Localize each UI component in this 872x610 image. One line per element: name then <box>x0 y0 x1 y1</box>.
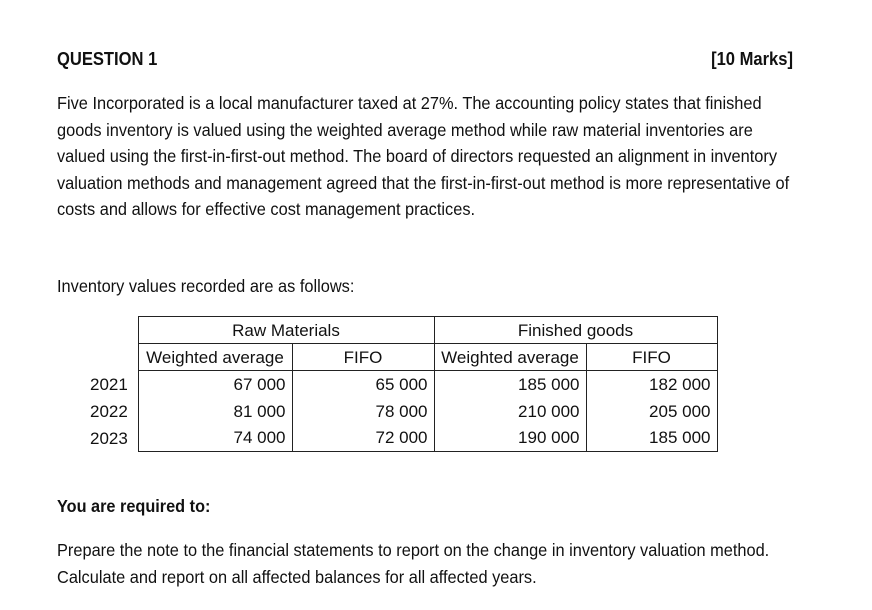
subheader-rm-fifo: FIFO <box>292 344 434 371</box>
question-header <box>57 49 793 70</box>
table-row <box>80 371 717 398</box>
cell-fg-weighted-average: 185 000 <box>434 371 586 398</box>
cell-rm-fifo: 72 000 <box>292 425 434 452</box>
question-title: QUESTION 1 <box>57 49 158 69</box>
question-marks: [10 Marks] <box>711 49 793 69</box>
row-year: 2022 <box>90 401 128 421</box>
subheader-rm-weighted-average: Weighted average <box>138 344 292 371</box>
cell-fg-fifo: 185 000 <box>586 425 717 452</box>
table-subheader-row <box>80 344 717 371</box>
cell-rm-weighted-average: 67 000 <box>138 371 292 398</box>
required-task: Prepare the note to the financial statements to report on the change in inventory valuation method. Calculate and report on all affected balances for all affected years. <box>57 540 770 587</box>
inventory-table <box>80 316 718 452</box>
intro-paragraph: Five Incorporated is a local manufacturer taxed at 27%. The accounting policy states that finished goods inventory is valued using the weighted average method while raw material inventories are valued using the first-in-first-out method. The board of directors requested an alignment in inventory valuation methods and management agreed that the first-in-first-out method is more representative of costs and allows for effective cost management practices. <box>57 93 790 219</box>
table-row <box>80 398 717 425</box>
group-finished-goods: Finished goods <box>434 317 717 344</box>
cell-fg-weighted-average: 190 000 <box>434 425 586 452</box>
cell-fg-weighted-average: 210 000 <box>434 398 586 425</box>
group-raw-materials: Raw Materials <box>138 317 434 344</box>
cell-fg-fifo: 205 000 <box>586 398 717 425</box>
table-group-header-row <box>80 317 717 344</box>
required-heading: You are required to: <box>57 496 211 516</box>
cell-rm-fifo: 78 000 <box>292 398 434 425</box>
table-row <box>80 425 717 452</box>
cell-rm-weighted-average: 81 000 <box>138 398 292 425</box>
subheader-fg-weighted-average: Weighted average <box>434 344 586 371</box>
row-year: 2021 <box>90 374 128 394</box>
row-year: 2023 <box>90 428 128 448</box>
cell-rm-weighted-average: 74 000 <box>138 425 292 452</box>
subheader-fg-fifo: FIFO <box>586 344 717 371</box>
inventory-label: Inventory values recorded are as follows: <box>57 276 355 296</box>
cell-rm-fifo: 65 000 <box>292 371 434 398</box>
cell-fg-fifo: 182 000 <box>586 371 717 398</box>
